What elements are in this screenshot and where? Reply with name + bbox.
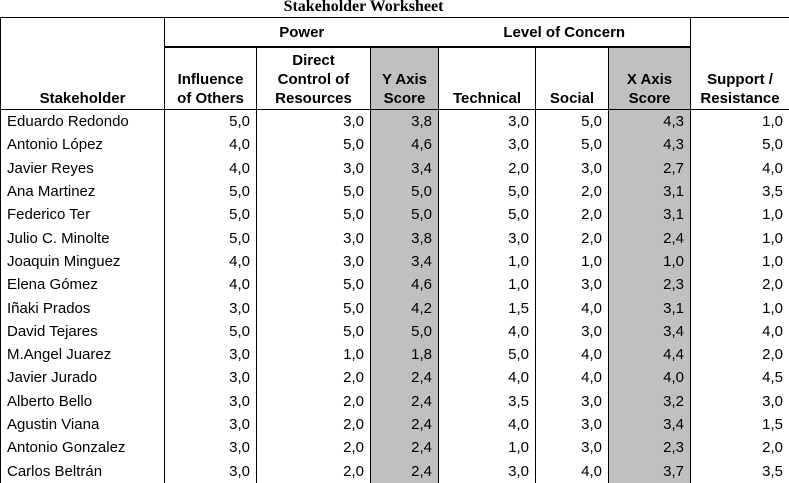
cell-influence: 4,0 <box>165 273 257 296</box>
cell-y-axis-score: 1,8 <box>371 343 439 366</box>
cell-direct-control: 3,0 <box>257 226 371 249</box>
header-direct-control <box>257 47 371 110</box>
cell-y-axis-score: 5,0 <box>371 320 439 343</box>
table-row <box>1 157 789 180</box>
cell-stakeholder-name: Antonio Gonzalez <box>1 436 165 459</box>
table-row <box>1 366 789 389</box>
cell-technical: 4,0 <box>439 320 536 343</box>
header-direct-line2: Control of <box>259 70 368 89</box>
cell-stakeholder-name: Federico Ter <box>1 203 165 226</box>
cell-social: 4,0 <box>536 343 609 366</box>
table-row <box>1 110 789 134</box>
cell-x-axis-score: 3,4 <box>609 413 691 436</box>
cell-stakeholder-name: Iñaki Prados <box>1 296 165 319</box>
cell-technical: 5,0 <box>439 180 536 203</box>
cell-stakeholder-name: Eduardo Redondo <box>1 110 165 134</box>
table-row <box>1 413 789 436</box>
cell-technical: 1,5 <box>439 296 536 319</box>
cell-social: 3,0 <box>536 436 609 459</box>
worksheet-title: Stakeholder Worksheet <box>0 0 727 16</box>
cell-influence: 5,0 <box>165 226 257 249</box>
cell-technical: 3,0 <box>439 110 536 134</box>
cell-direct-control: 2,0 <box>257 413 371 436</box>
cell-influence: 4,0 <box>165 133 257 156</box>
cell-direct-control: 1,0 <box>257 343 371 366</box>
cell-direct-control: 3,0 <box>257 157 371 180</box>
cell-social: 2,0 <box>536 226 609 249</box>
cell-y-axis-score: 4,2 <box>371 296 439 319</box>
cell-y-axis-score: 2,4 <box>371 459 439 482</box>
cell-technical: 2,0 <box>439 157 536 180</box>
cell-social: 5,0 <box>536 133 609 156</box>
cell-social: 5,0 <box>536 110 609 134</box>
table-row <box>1 320 789 343</box>
cell-support-resistance: 3,0 <box>691 390 789 413</box>
table-row <box>1 343 789 366</box>
cell-influence: 4,0 <box>165 157 257 180</box>
cell-direct-control: 3,0 <box>257 250 371 273</box>
cell-direct-control: 2,0 <box>257 436 371 459</box>
cell-stakeholder-name: Elena Gómez <box>1 273 165 296</box>
cell-technical: 5,0 <box>439 343 536 366</box>
cell-influence: 5,0 <box>165 203 257 226</box>
cell-support-resistance: 4,0 <box>691 157 789 180</box>
cell-direct-control: 5,0 <box>257 273 371 296</box>
cell-stakeholder-name: M.Angel Juarez <box>1 343 165 366</box>
cell-technical: 4,0 <box>439 413 536 436</box>
cell-technical: 3,0 <box>439 226 536 249</box>
cell-technical: 5,0 <box>439 203 536 226</box>
cell-stakeholder-name: Javier Jurado <box>1 366 165 389</box>
cell-technical: 1,0 <box>439 273 536 296</box>
cell-support-resistance: 1,0 <box>691 226 789 249</box>
table-row <box>1 390 789 413</box>
table-row <box>1 296 789 319</box>
cell-y-axis-score: 4,6 <box>371 273 439 296</box>
cell-direct-control: 5,0 <box>257 296 371 319</box>
header-xaxis-line2: Score <box>611 89 688 108</box>
cell-stakeholder-name: Javier Reyes <box>1 157 165 180</box>
cell-support-resistance: 2,0 <box>691 273 789 296</box>
cell-x-axis-score: 4,0 <box>609 366 691 389</box>
group-level-of-concern: Level of Concern <box>439 18 691 48</box>
cell-stakeholder-name: Antonio López <box>1 133 165 156</box>
table-row <box>1 133 789 156</box>
cell-direct-control: 3,0 <box>257 110 371 134</box>
header-x-axis-score <box>609 47 691 110</box>
cell-y-axis-score: 2,4 <box>371 413 439 436</box>
cell-support-resistance: 1,5 <box>691 413 789 436</box>
cell-influence: 3,0 <box>165 436 257 459</box>
cell-x-axis-score: 2,3 <box>609 273 691 296</box>
cell-stakeholder-name: Julio C. Minolte <box>1 226 165 249</box>
cell-stakeholder-name: Alberto Bello <box>1 390 165 413</box>
cell-influence: 5,0 <box>165 180 257 203</box>
cell-x-axis-score: 4,4 <box>609 343 691 366</box>
cell-social: 3,0 <box>536 157 609 180</box>
cell-support-resistance: 1,0 <box>691 110 789 134</box>
cell-support-resistance: 2,0 <box>691 343 789 366</box>
cell-x-axis-score: 3,2 <box>609 390 691 413</box>
cell-direct-control: 2,0 <box>257 459 371 482</box>
cell-support-resistance: 4,5 <box>691 366 789 389</box>
cell-support-resistance: 5,0 <box>691 133 789 156</box>
cell-social: 1,0 <box>536 250 609 273</box>
cell-influence: 3,0 <box>165 296 257 319</box>
cell-influence: 5,0 <box>165 320 257 343</box>
cell-social: 4,0 <box>536 459 609 482</box>
cell-x-axis-score: 3,7 <box>609 459 691 482</box>
cell-support-resistance: 3,5 <box>691 180 789 203</box>
cell-y-axis-score: 5,0 <box>371 180 439 203</box>
table-row <box>1 459 789 482</box>
cell-direct-control: 5,0 <box>257 133 371 156</box>
cell-influence: 3,0 <box>165 343 257 366</box>
cell-stakeholder-name: David Tejares <box>1 320 165 343</box>
header-influence-line2: of Others <box>167 89 254 108</box>
cell-technical: 1,0 <box>439 250 536 273</box>
cell-x-axis-score: 3,1 <box>609 203 691 226</box>
cell-technical: 3,0 <box>439 133 536 156</box>
cell-direct-control: 2,0 <box>257 366 371 389</box>
cell-y-axis-score: 3,4 <box>371 157 439 180</box>
header-xaxis-line1: X Axis <box>611 70 688 89</box>
cell-technical: 4,0 <box>439 366 536 389</box>
cell-stakeholder-name: Ana Martinez <box>1 180 165 203</box>
header-yaxis-line2: Score <box>373 89 436 108</box>
cell-technical: 1,0 <box>439 436 536 459</box>
cell-influence: 3,0 <box>165 459 257 482</box>
cell-support-resistance: 1,0 <box>691 250 789 273</box>
group-support-blank <box>691 18 789 48</box>
cell-x-axis-score: 3,1 <box>609 296 691 319</box>
header-support-line2: Resistance <box>693 89 787 108</box>
cell-social: 3,0 <box>536 390 609 413</box>
cell-social: 4,0 <box>536 296 609 319</box>
header-social: Social <box>536 47 609 110</box>
cell-y-axis-score: 3,8 <box>371 110 439 134</box>
table-row <box>1 273 789 296</box>
cell-stakeholder-name: Agustin Viana <box>1 413 165 436</box>
header-influence <box>165 47 257 110</box>
header-stakeholder: Stakeholder <box>1 18 165 110</box>
table-row <box>1 250 789 273</box>
cell-technical: 3,0 <box>439 459 536 482</box>
cell-x-axis-score: 3,1 <box>609 180 691 203</box>
cell-y-axis-score: 3,8 <box>371 226 439 249</box>
cell-y-axis-score: 5,0 <box>371 203 439 226</box>
header-y-axis-score <box>371 47 439 110</box>
cell-x-axis-score: 2,4 <box>609 226 691 249</box>
cell-y-axis-score: 2,4 <box>371 366 439 389</box>
table-row <box>1 436 789 459</box>
cell-direct-control: 5,0 <box>257 320 371 343</box>
cell-y-axis-score: 4,6 <box>371 133 439 156</box>
cell-social: 3,0 <box>536 320 609 343</box>
header-support-line1: Support / <box>693 70 787 89</box>
cell-direct-control: 5,0 <box>257 203 371 226</box>
cell-support-resistance: 4,0 <box>691 320 789 343</box>
table-body <box>1 110 789 483</box>
cell-influence: 4,0 <box>165 250 257 273</box>
cell-y-axis-score: 3,4 <box>371 250 439 273</box>
cell-influence: 5,0 <box>165 110 257 134</box>
stakeholder-table <box>0 17 789 483</box>
header-influence-line1: Influence <box>167 70 254 89</box>
cell-y-axis-score: 2,4 <box>371 390 439 413</box>
cell-direct-control: 5,0 <box>257 180 371 203</box>
header-technical: Technical <box>439 47 536 110</box>
cell-support-resistance: 1,0 <box>691 203 789 226</box>
header-support-resistance <box>691 47 789 110</box>
group-power: Power <box>165 18 439 48</box>
cell-x-axis-score: 2,3 <box>609 436 691 459</box>
header-yaxis-line1: Y Axis <box>373 70 436 89</box>
cell-social: 4,0 <box>536 366 609 389</box>
cell-influence: 3,0 <box>165 390 257 413</box>
cell-x-axis-score: 4,3 <box>609 133 691 156</box>
cell-support-resistance: 3,5 <box>691 459 789 482</box>
group-header-row <box>1 18 789 48</box>
header-direct-line1: Direct <box>259 51 368 70</box>
cell-social: 2,0 <box>536 203 609 226</box>
cell-support-resistance: 1,0 <box>691 296 789 319</box>
cell-x-axis-score: 3,4 <box>609 320 691 343</box>
cell-social: 3,0 <box>536 273 609 296</box>
table-row <box>1 180 789 203</box>
cell-y-axis-score: 2,4 <box>371 436 439 459</box>
cell-x-axis-score: 4,3 <box>609 110 691 134</box>
cell-social: 3,0 <box>536 413 609 436</box>
table-row <box>1 226 789 249</box>
cell-support-resistance: 2,0 <box>691 436 789 459</box>
cell-technical: 3,5 <box>439 390 536 413</box>
cell-direct-control: 2,0 <box>257 390 371 413</box>
cell-stakeholder-name: Carlos Beltrán <box>1 459 165 482</box>
cell-x-axis-score: 2,7 <box>609 157 691 180</box>
cell-x-axis-score: 1,0 <box>609 250 691 273</box>
cell-stakeholder-name: Joaquin Minguez <box>1 250 165 273</box>
table-row <box>1 203 789 226</box>
cell-influence: 3,0 <box>165 413 257 436</box>
header-direct-line3: Resources <box>259 89 368 108</box>
cell-influence: 3,0 <box>165 366 257 389</box>
cell-social: 2,0 <box>536 180 609 203</box>
